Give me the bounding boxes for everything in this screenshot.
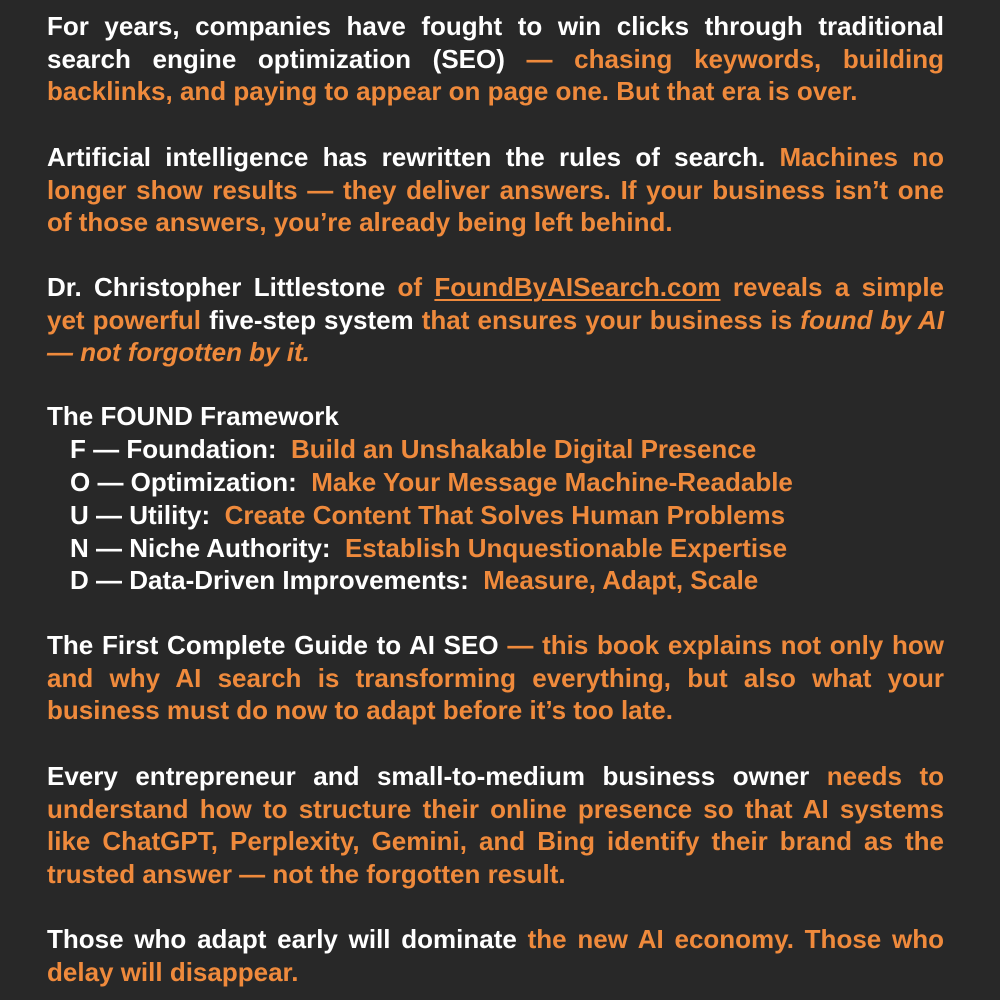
author-ensures: that ensures your business is — [413, 304, 801, 335]
closing-text-accent: the new AI economy. Those who delay will disappear. — [47, 924, 944, 987]
framework-item — [70, 466, 793, 499]
entrepreneur-text-white: Every entrepreneur and small-to-medium business owner — [47, 761, 810, 791]
framework-item — [70, 564, 758, 597]
framework-item-desc: Build an Unshakable Digital Presence — [290, 434, 757, 464]
guide-title: The First Complete Guide to AI SEO — [47, 630, 499, 660]
framework-item — [70, 499, 785, 532]
ai-rewritten-paragraph — [47, 141, 944, 239]
ai-rewritten-text-white: Artificial intelligence has rewritten the rules of search. — [47, 142, 766, 172]
framework-item-desc: Measure, Adapt, Scale — [483, 565, 759, 595]
closing-text-white: Those who adapt early will dominate — [47, 924, 517, 954]
framework-item-desc: Make Your Message Machine-Readable — [311, 467, 793, 497]
framework-item-label: U — Utility: — [70, 500, 211, 530]
intro-text-accent: — chasing keywords, building backlinks, and paying to appear on page one. But that era is over. — [47, 43, 944, 107]
intro-text-white: For years, companies have fought to win clicks through traditional search engine optimization (SEO) — [47, 11, 944, 74]
ai-rewritten-text-accent: Machines no longer show results — they deliver answers. If your business isn’t one of those answers, you’re already being left behind. — [47, 142, 945, 238]
framework-item — [70, 532, 787, 565]
entrepreneur-text-accent: needs to understand how to structure their online presence so that AI systems like ChatGPT, Perplexity, Gemini, and Bing identify their brand as the trusted answer — not the forgotten result. — [47, 761, 944, 889]
closing-paragraph — [47, 923, 944, 988]
framework-title: The FOUND Framework — [47, 401, 339, 431]
framework-item-label: F — Foundation: — [70, 434, 277, 464]
framework-item — [70, 433, 756, 466]
author-of: of — [385, 272, 435, 302]
intro-paragraph — [47, 10, 944, 108]
framework-item-label: N — Niche Authority: — [70, 533, 331, 563]
framework-item-label: D — Data-Driven Improvements: — [70, 565, 469, 595]
guide-text-accent: — this book explains not only how and why AI search is transforming everything, but also what your business must do now to adapt before it’s too late. — [47, 630, 944, 726]
framework-item-label: O — Optimization: — [70, 467, 297, 497]
author-name: Dr. Christopher Littlestone — [47, 272, 386, 302]
framework-item-desc: Establish Unquestionable Expertise — [344, 533, 788, 563]
guide-paragraph — [47, 629, 944, 727]
framework-item-desc: Create Content That Solves Human Problems — [224, 500, 786, 530]
website-link[interactable]: FoundByAISearch.com — [434, 272, 721, 302]
author-paragraph — [47, 271, 944, 369]
five-step-system: five-step system — [209, 304, 414, 335]
found-by-ai-tagline: found by AI — not forgotten by it. — [47, 304, 944, 368]
author-reveals: reveals a simple yet powerful — [47, 272, 944, 335]
entrepreneur-paragraph — [47, 760, 944, 890]
